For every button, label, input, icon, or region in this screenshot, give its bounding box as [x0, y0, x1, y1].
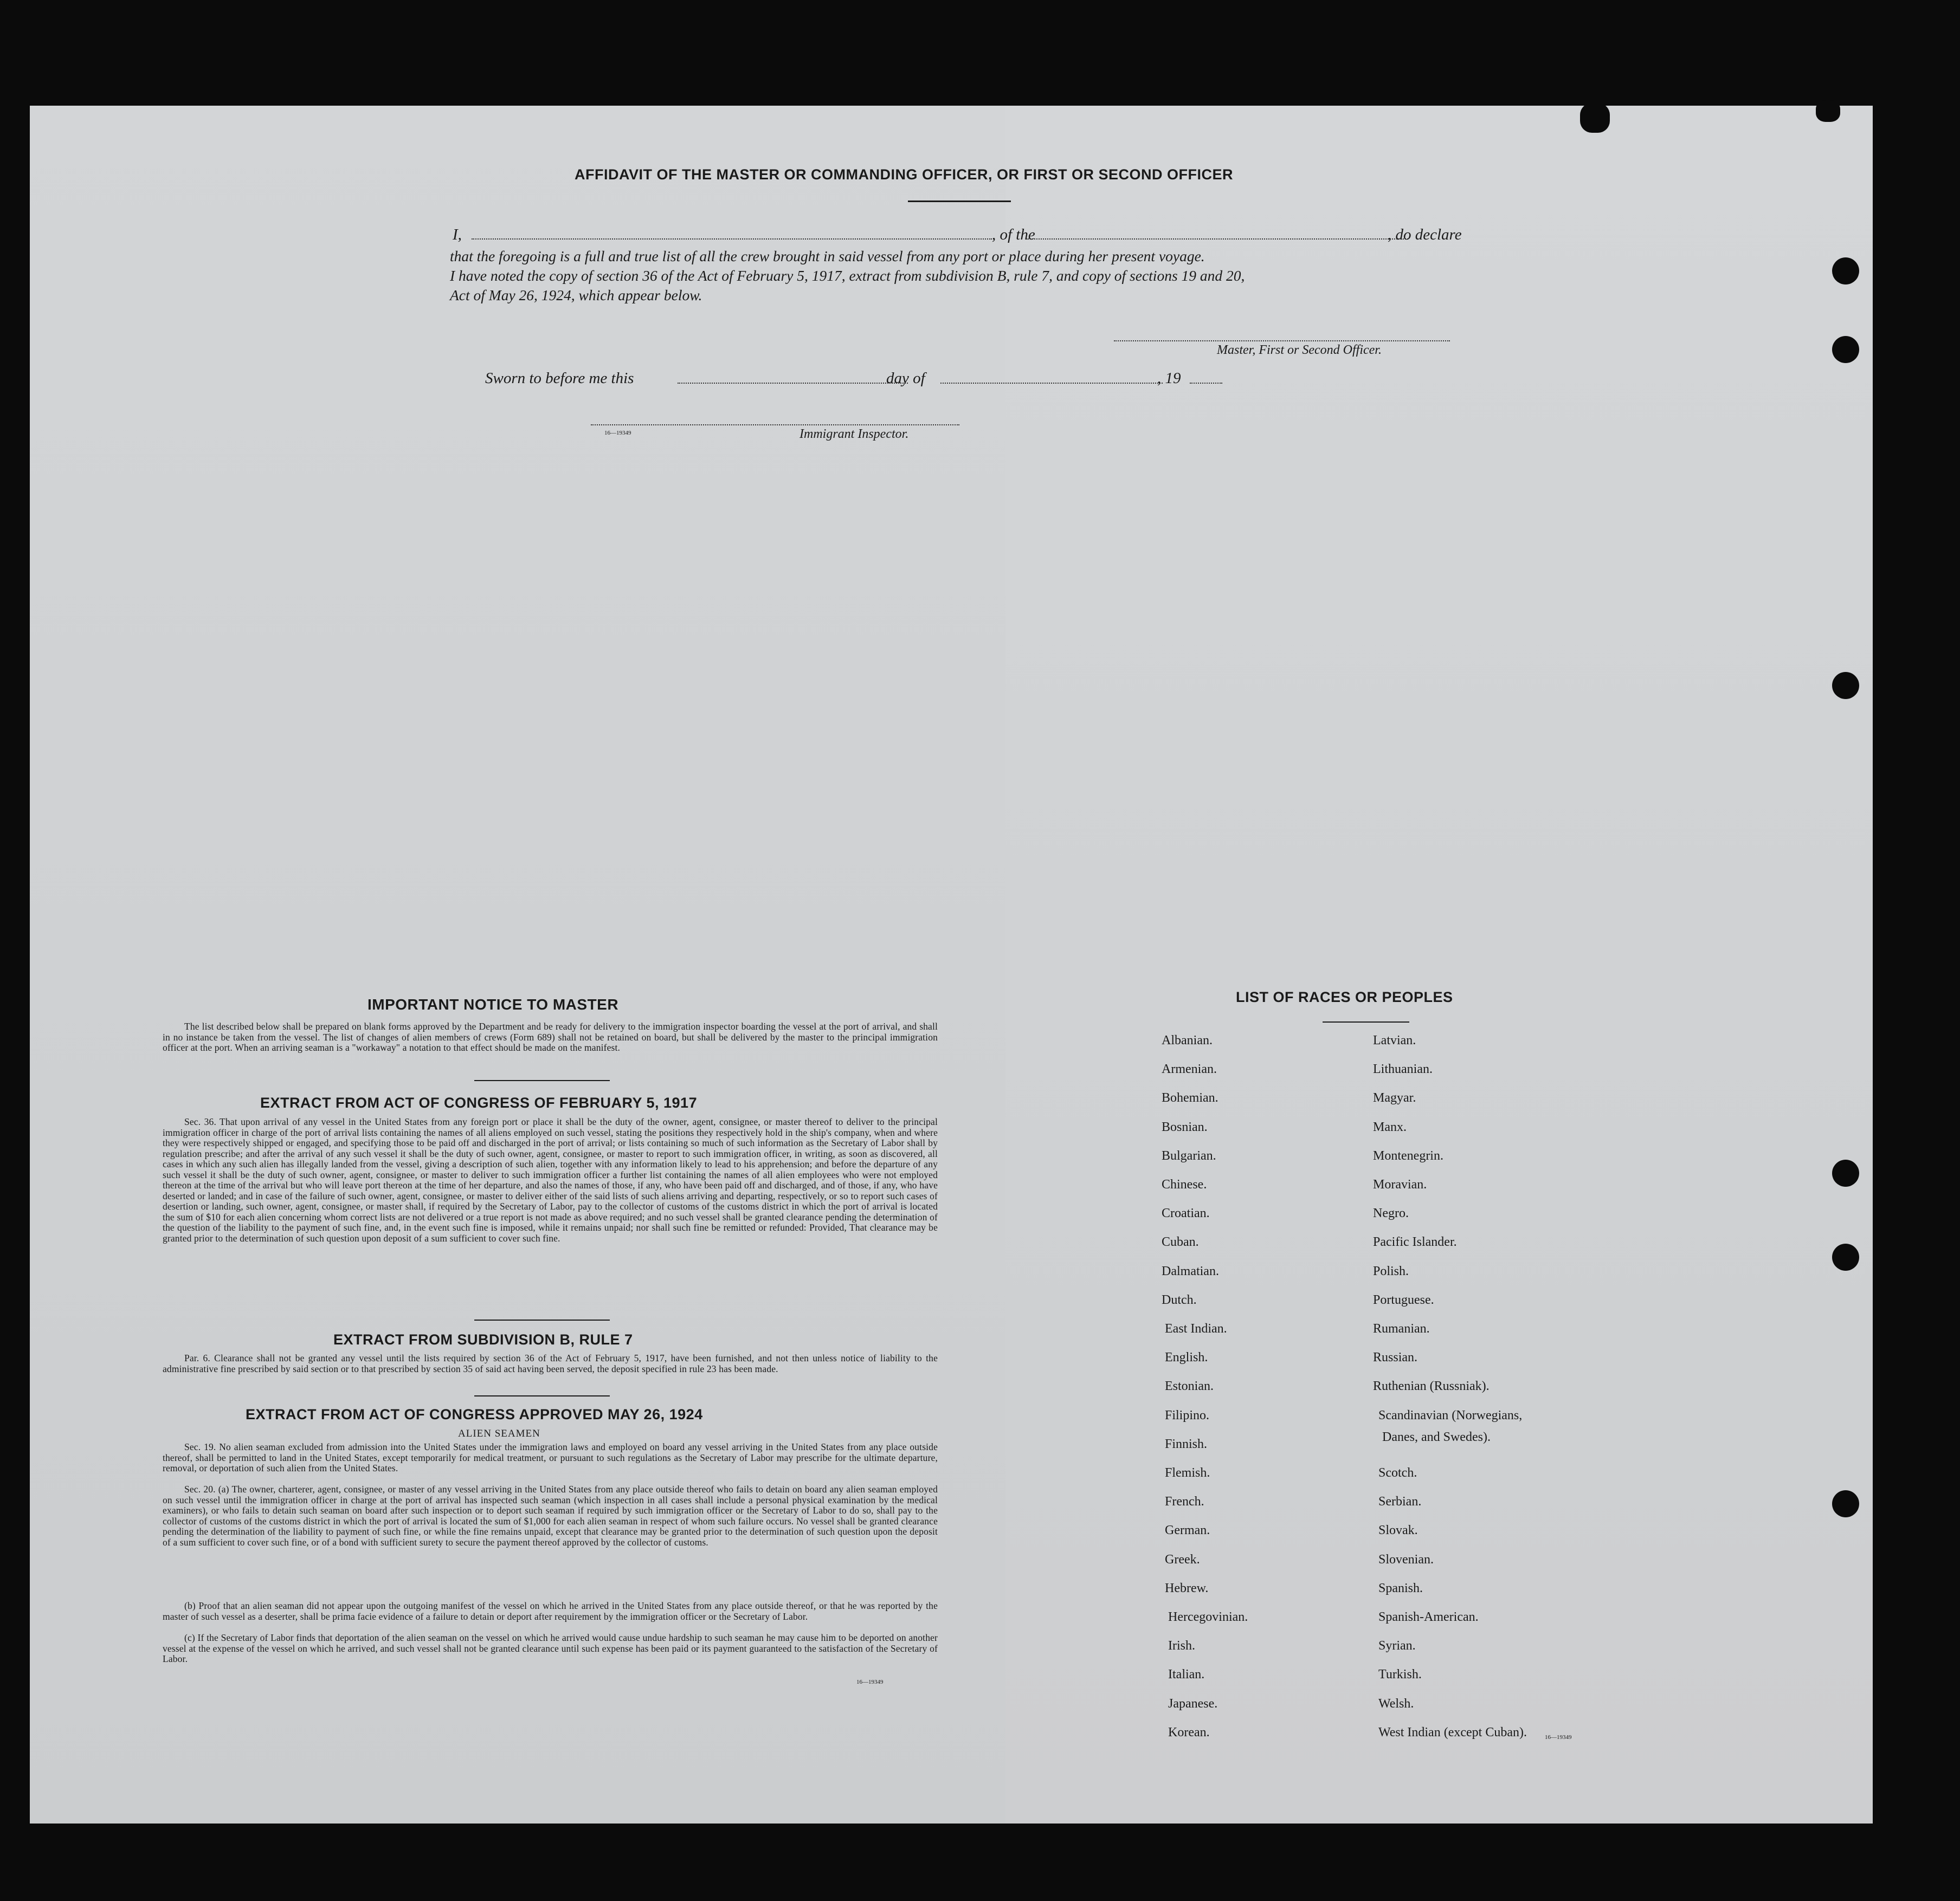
affidavit-line2: that the foregoing is a full and true list of all the crew brought in said vessel from any port or place during her present voyage.: [450, 248, 1205, 264]
affidavit-form-number: 16—19349: [604, 430, 631, 436]
affidavit-line3: I have noted the copy of section 36 of the Act of February 5, 1917, extract from subdivision B, rule 7, and copy of sections 19 and 20,: [450, 267, 1245, 284]
subdivision-b-title: EXTRACT FROM SUBDIVISION B, RULE 7: [333, 1331, 633, 1348]
master-signature-label: Master, First or Second Officer.: [1217, 343, 1382, 357]
sworn-year: , 19: [1157, 370, 1181, 387]
race-item: Russian.: [1373, 1350, 1418, 1365]
inspector-signature-line[interactable]: [591, 424, 959, 425]
race-item: Chinese.: [1162, 1178, 1207, 1192]
notice-text: The list described below shall be prepared on blank forms approved by the Department and be ready for delivery to the immigration inspector boarding the vessel at the port of arrival, and shall in no instance be taken from the vessel. The list of changes of alien members of crews (Form 689) shall not be retained on board, but shall be delivered by the master to the principal immigration officer at the port. When an arriving seaman is a "workaway" a notation to that effect should be made on the manifest.: [163, 1021, 938, 1053]
vessel-blank[interactable]: [1026, 238, 1408, 240]
race-item: Scandinavian (Norwegians,: [1378, 1408, 1523, 1422]
race-item: French.: [1165, 1495, 1204, 1509]
race-item: English.: [1165, 1350, 1208, 1365]
race-item: Portuguese.: [1373, 1292, 1434, 1307]
title-underline: [908, 201, 1011, 202]
extract-1924-subtitle: ALIEN SEAMEN: [458, 1428, 540, 1439]
edge-tear: [1580, 103, 1610, 133]
race-item: Negro.: [1373, 1206, 1409, 1221]
race-item: Ruthenian (Russniak).: [1373, 1379, 1490, 1394]
affidavit-title: AFFIDAVIT OF THE MASTER OR COMMANDING OFFICER, OR FIRST OR SECOND OFFICER: [575, 166, 1233, 183]
binder-hole: [1832, 336, 1859, 363]
race-item: Japanese.: [1168, 1696, 1218, 1711]
race-item: Latvian.: [1373, 1033, 1416, 1048]
race-item: Korean.: [1168, 1725, 1210, 1740]
extract-1917-text: Sec. 36. That upon arrival of any vessel in the United States from any foreign port or place it shall be the duty of the owner, agent, consignee, or master thereof to deliver to the principal immigration officer in charge of the port of arrival lists containing the names of all aliens employed on such vessel, stating the positions they respectively hold in the ship's company, when and where they were respectively shipped or engaged, and specifying those to be paid off and discharged in the port of arrival; or lists containing so much of such information as the Secretary of Labor shall by regulation prescribe; and after the arrival of any such vessel it shall be the duty of such owner, agent, consignee, or master to report to such immigration officer, in writing, as soon as discovered, all cases in which any such alien has illegally landed from the vessel, giving a description of such alien, together with any information likely to lead to his apprehension; and before the departure of any such vessel it shall be the duty of such owner, agent, consignee, or master to deliver to such immigration officer a further list containing the names of all alien employees who were not employed thereon at the time of the arrival but who will leave port thereon at the time of her departure, and also the names of those, if any, who have been paid off and discharged, and of those, if any, who have deserted or landed; and in case of the failure of such owner, agent, consignee, or master to deliver either of the said lists of such aliens arriving and departing, respectively, or so to report such cases of desertion or landing, such owner, agent, consignee, or master shall, if required by the Secretary of Labor, pay to the collector of customs of the customs district in which the port of arrival is located the sum of $10 for each alien concerning whom correct lists are not delivered or a true report is not made as above required; and no such vessel shall be granted clearance pending the determination of the question of the liability to the payment of such fine, and, in the event such fine is imposed, while it remains unpaid; nor shall such fine be remitted or refunded: Provided, That clearance may be granted prior to the determination of such question upon deposit of a sum sufficient to cover such fine.: [163, 1116, 938, 1244]
document-page: [30, 106, 1873, 1824]
race-item: Irish.: [1168, 1639, 1195, 1653]
race-item: Magyar.: [1373, 1091, 1416, 1105]
inspector-label: Immigrant Inspector.: [800, 427, 909, 441]
binder-hole: [1832, 672, 1859, 699]
race-item: Dalmatian.: [1162, 1264, 1219, 1278]
notice-title: IMPORTANT NOTICE TO MASTER: [368, 996, 619, 1013]
race-item: Hebrew.: [1165, 1581, 1209, 1595]
affidavit-declare: , do declare: [1388, 226, 1462, 243]
sworn-year-blank[interactable]: [1190, 383, 1222, 384]
divider-1: [474, 1080, 610, 1081]
race-item: Italian.: [1168, 1667, 1205, 1682]
race-item: Turkish.: [1378, 1667, 1422, 1682]
extract-1924-title: EXTRACT FROM ACT OF CONGRESS APPROVED MAY 26, 1924: [246, 1406, 703, 1422]
page-right-fold: [1005, 106, 1873, 1824]
sec20a-text: Sec. 20. (a) The owner, charterer, agent, consignee, or master of any vessel arriving in the United States from any place outside thereof who fails to detain on board any alien seaman employed on such vessel until the immigration officer in charge at the port of arrival has inspected such seaman (which inspection in all cases shall include a personal physical examination by the medical examiners), or who fails to detain such seaman on board after such inspection or to deport such seaman if required by such immigration officer or the Secretary of Labor to do so, shall pay to the collector of customs of the customs district in which the port of arrival is located the sum of $1,000 for each alien seaman in respect of whom such failure occurs. No vessel shall be granted clearance pending the determination of the liability to payment of such fine, or while the fine remains unpaid, except that clearance may be granted prior to the determination of such question upon the deposit of a sum sufficient to cover such fine, or of a bond with sufficient surety to secure the payment thereof approved by the collector of customs.: [163, 1484, 938, 1548]
extract-form-number: 16—19349: [856, 1679, 884, 1685]
sworn-month-blank[interactable]: [940, 383, 1163, 384]
sec19-text: Sec. 19. No alien seaman excluded from admission into the United States under the immigration laws and employed on board any vessel arriving in the United States from any place outside thereof, shall be permitted to land in the United States, except temporarily for medical treatment, or pursuant to such regulations as the Secretary of Labor may prescribe for the ultimate departure, removal, or deportation of such alien from the United States.: [163, 1441, 938, 1473]
race-item: Syrian.: [1378, 1639, 1416, 1653]
binder-hole: [1832, 1160, 1859, 1187]
name-blank[interactable]: [472, 238, 992, 240]
races-form-number: 16—19349: [1545, 1734, 1572, 1741]
races-underline: [1323, 1021, 1409, 1023]
master-signature-line[interactable]: [1114, 340, 1450, 341]
race-item: Slovenian.: [1378, 1552, 1434, 1567]
binder-hole: [1832, 257, 1859, 284]
race-item: German.: [1165, 1523, 1210, 1538]
divider-2: [474, 1320, 610, 1321]
race-item: Montenegrin.: [1373, 1148, 1443, 1163]
race-item: Filipino.: [1165, 1408, 1210, 1422]
race-item: Spanish.: [1378, 1581, 1423, 1595]
race-item: Lithuanian.: [1373, 1062, 1433, 1077]
race-item: Moravian.: [1373, 1178, 1427, 1192]
race-item: Spanish-American.: [1378, 1610, 1479, 1624]
edge-tear: [1816, 100, 1840, 122]
sworn-day-blank[interactable]: [678, 383, 908, 384]
race-item: Polish.: [1373, 1264, 1409, 1278]
divider-3: [474, 1395, 610, 1396]
races-title: LIST OF RACES OR PEOPLES: [1236, 989, 1453, 1005]
race-item: Slovak.: [1378, 1523, 1418, 1538]
binder-hole: [1832, 1490, 1859, 1517]
affidavit-i: I,: [453, 226, 462, 243]
affidavit-of-the: , of the: [992, 226, 1035, 243]
race-item: Manx.: [1373, 1120, 1407, 1134]
sec20b-text: (b) Proof that an alien seaman did not appear upon the outgoing manifest of the vessel on which he arrived in the United States from any place outside thereof, or that he was reported by the master of such vessel as a deserter, shall be prima facie evidence of a failure to detain or deport after requirement by the immigration officer or the Secretary of Labor.: [163, 1600, 938, 1622]
race-item: Pacific Islander.: [1373, 1235, 1457, 1250]
affidavit-line4: Act of May 26, 1924, which appear below.: [450, 287, 702, 303]
race-item: Armenian.: [1162, 1062, 1217, 1077]
binder-hole: [1832, 1244, 1859, 1271]
race-item: Bosnian.: [1162, 1120, 1208, 1134]
race-item: Rumanian.: [1373, 1322, 1430, 1336]
race-item: Finnish.: [1165, 1437, 1208, 1451]
race-item: West Indian (except Cuban).: [1378, 1725, 1527, 1740]
subdivision-b-text: Par. 6. Clearance shall not be granted any vessel until the lists required by section 36 of the Act of February 5, 1917, have been furnished, and not then unless notice of liability to the administrative fine prescribed by said section or to that prescribed by section 35 of said act having been served, the deposit specified in rule 23 has been made.: [163, 1353, 938, 1374]
race-item: Scotch.: [1378, 1466, 1417, 1480]
race-item: Cuban.: [1162, 1235, 1199, 1250]
scandinavian-continued: Danes, and Swedes).: [1382, 1430, 1491, 1444]
race-item: Flemish.: [1165, 1466, 1210, 1480]
race-item: Hercegovinian.: [1168, 1610, 1248, 1624]
race-item: Bohemian.: [1162, 1091, 1218, 1105]
sworn-prefix: Sworn to before me this: [485, 370, 634, 387]
extract-1917-title: EXTRACT FROM ACT OF CONGRESS OF FEBRUARY 5, 1917: [260, 1095, 698, 1111]
sworn-day-label: day of: [886, 370, 925, 387]
race-item: Dutch.: [1162, 1292, 1197, 1307]
race-item: Welsh.: [1378, 1696, 1414, 1711]
race-item: Serbian.: [1378, 1495, 1422, 1509]
race-item: Albanian.: [1162, 1033, 1213, 1048]
race-item: East Indian.: [1165, 1322, 1227, 1336]
race-item: Greek.: [1165, 1552, 1200, 1567]
race-item: Estonian.: [1165, 1379, 1214, 1394]
sec20c-text: (c) If the Secretary of Labor finds that deportation of the alien seaman on the vessel on which he arrived would cause undue hardship to such seaman he may cause him to be deported on another vessel at the expense of the vessel on which he arrived, and such vessel shall not be granted clearance until such expense has been paid or its payment guaranteed to the satisfaction of the Secretary of Labor.: [163, 1632, 938, 1664]
race-item: Bulgarian.: [1162, 1148, 1216, 1163]
race-item: Croatian.: [1162, 1206, 1210, 1221]
